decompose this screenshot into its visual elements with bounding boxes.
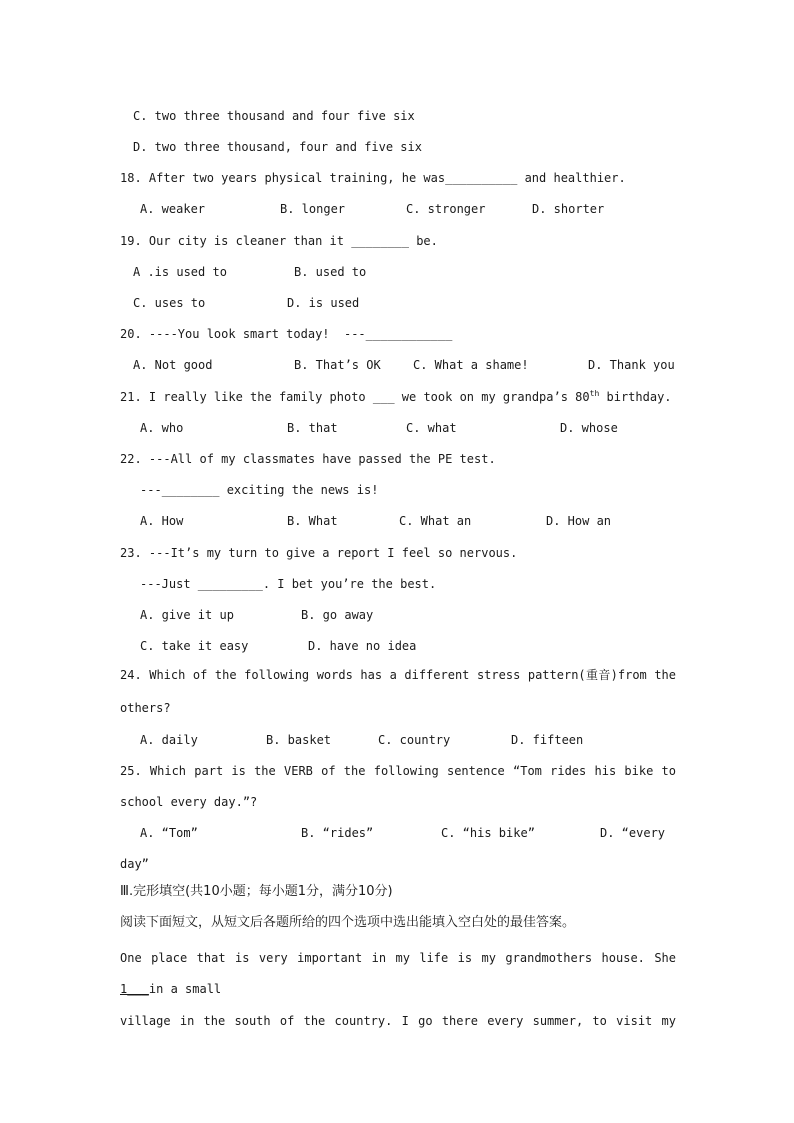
q20-option-a: A. Not good xyxy=(133,358,213,372)
q25-option-a: A. “Tom” xyxy=(140,826,198,840)
q18-option-a: A. weaker xyxy=(140,202,206,216)
q24-option-a: A. daily xyxy=(140,733,198,747)
passage-blank-1: 1___ xyxy=(120,982,149,996)
q25-option-b: B. “rides” xyxy=(301,826,374,840)
q18-option-c: C. stronger xyxy=(406,202,486,216)
q23-option-b: B. go away xyxy=(301,608,374,622)
q22-blank: ________ xyxy=(161,483,220,497)
q21-option-b: B. that xyxy=(287,421,338,435)
q22-option-a: A. How xyxy=(140,514,184,528)
q22-option-b: B. What xyxy=(287,514,338,528)
q23-blank: _________ xyxy=(197,577,263,591)
q19-stem: 19. Our city is cleaner than it ________ be. xyxy=(120,234,438,248)
q25-option-c: C. “his bike” xyxy=(441,826,535,840)
q23-option-c: C. take it easy xyxy=(140,639,249,653)
q25-option-d: D. “every xyxy=(600,826,666,840)
q20-option-c: C. What a shame! xyxy=(413,358,529,372)
q25-stem-line2: school every day.”? xyxy=(120,795,258,809)
q20-stem: 20. ----You look smart today! ---____________ xyxy=(120,327,453,341)
passage-line-3: village in the south of the country. I go there every summer, to visit my xyxy=(120,1014,676,1028)
q22-stem: 22. ---All of my classmates have passed the PE test. xyxy=(120,452,496,466)
q23-option-a: A. give it up xyxy=(140,608,234,622)
passage-line-2: 1___in a small xyxy=(120,982,222,996)
q24-option-d: D. fifteen xyxy=(511,733,584,747)
q24-stem-line2: others? xyxy=(120,701,171,715)
q23-response: ---Just _________. I bet you’re the best. xyxy=(140,577,437,591)
q24-stem-line1: 24. Which of the following words has a different stress pattern(重音)from the xyxy=(120,668,676,682)
q19-option-d: D. is used xyxy=(287,296,360,310)
q21-blank: ___ xyxy=(372,390,395,404)
q23-stem: 23. ---It’s my turn to give a report I feel so nervous. xyxy=(120,546,518,560)
q17-option-c: C. two three thousand and four five six xyxy=(133,109,415,123)
q23-option-d: D. have no idea xyxy=(308,639,417,653)
q18-blank: __________ xyxy=(445,171,518,185)
q17-option-d: D. two three thousand, four and five six xyxy=(133,140,422,154)
q18-option-b: B. longer xyxy=(280,202,346,216)
q22-response: ---________ exciting the news is! xyxy=(140,483,379,497)
q18-stem: 18. After two years physical training, he was__________ and healthier. xyxy=(120,171,626,185)
q21-option-a: A. who xyxy=(140,421,184,435)
q24-option-b: B. basket xyxy=(266,733,332,747)
q20-option-b: B. That’s OK xyxy=(294,358,381,372)
q21-stem: 21. I really like the family photo ___ we took on my grandpa’s 80th birthday. xyxy=(120,389,672,404)
q19-blank: ________ xyxy=(351,234,409,248)
q21-option-d: D. whose xyxy=(560,421,618,435)
q20-blank: ____________ xyxy=(365,327,453,341)
q25-option-d-continued: day” xyxy=(120,857,149,871)
q24-option-c: C. country xyxy=(378,733,451,747)
passage-line-1: One place that is very important in my life is my grandmothers house. She xyxy=(120,951,676,965)
section-instruction: 阅读下面短文，从短文后各题所给的四个选项中选出能填入空白处的最佳答案。 xyxy=(120,915,576,930)
q20-option-d: D. Thank you xyxy=(588,358,675,372)
q22-option-c: C. What an xyxy=(399,514,472,528)
q19-option-b: B. used to xyxy=(294,265,367,279)
q19-option-a: A .is used to xyxy=(133,265,227,279)
q19-option-c: C. uses to xyxy=(133,296,206,310)
q21-option-c: C. what xyxy=(406,421,457,435)
q18-option-d: D. shorter xyxy=(532,202,605,216)
q22-option-d: D. How an xyxy=(546,514,612,528)
q25-stem-line1: 25. Which part is the VERB of the following sentence “Tom rides his bike to xyxy=(120,764,676,778)
section-heading: Ⅲ.完形填空(共10小题；每小题1分，满分10分) xyxy=(120,884,393,899)
